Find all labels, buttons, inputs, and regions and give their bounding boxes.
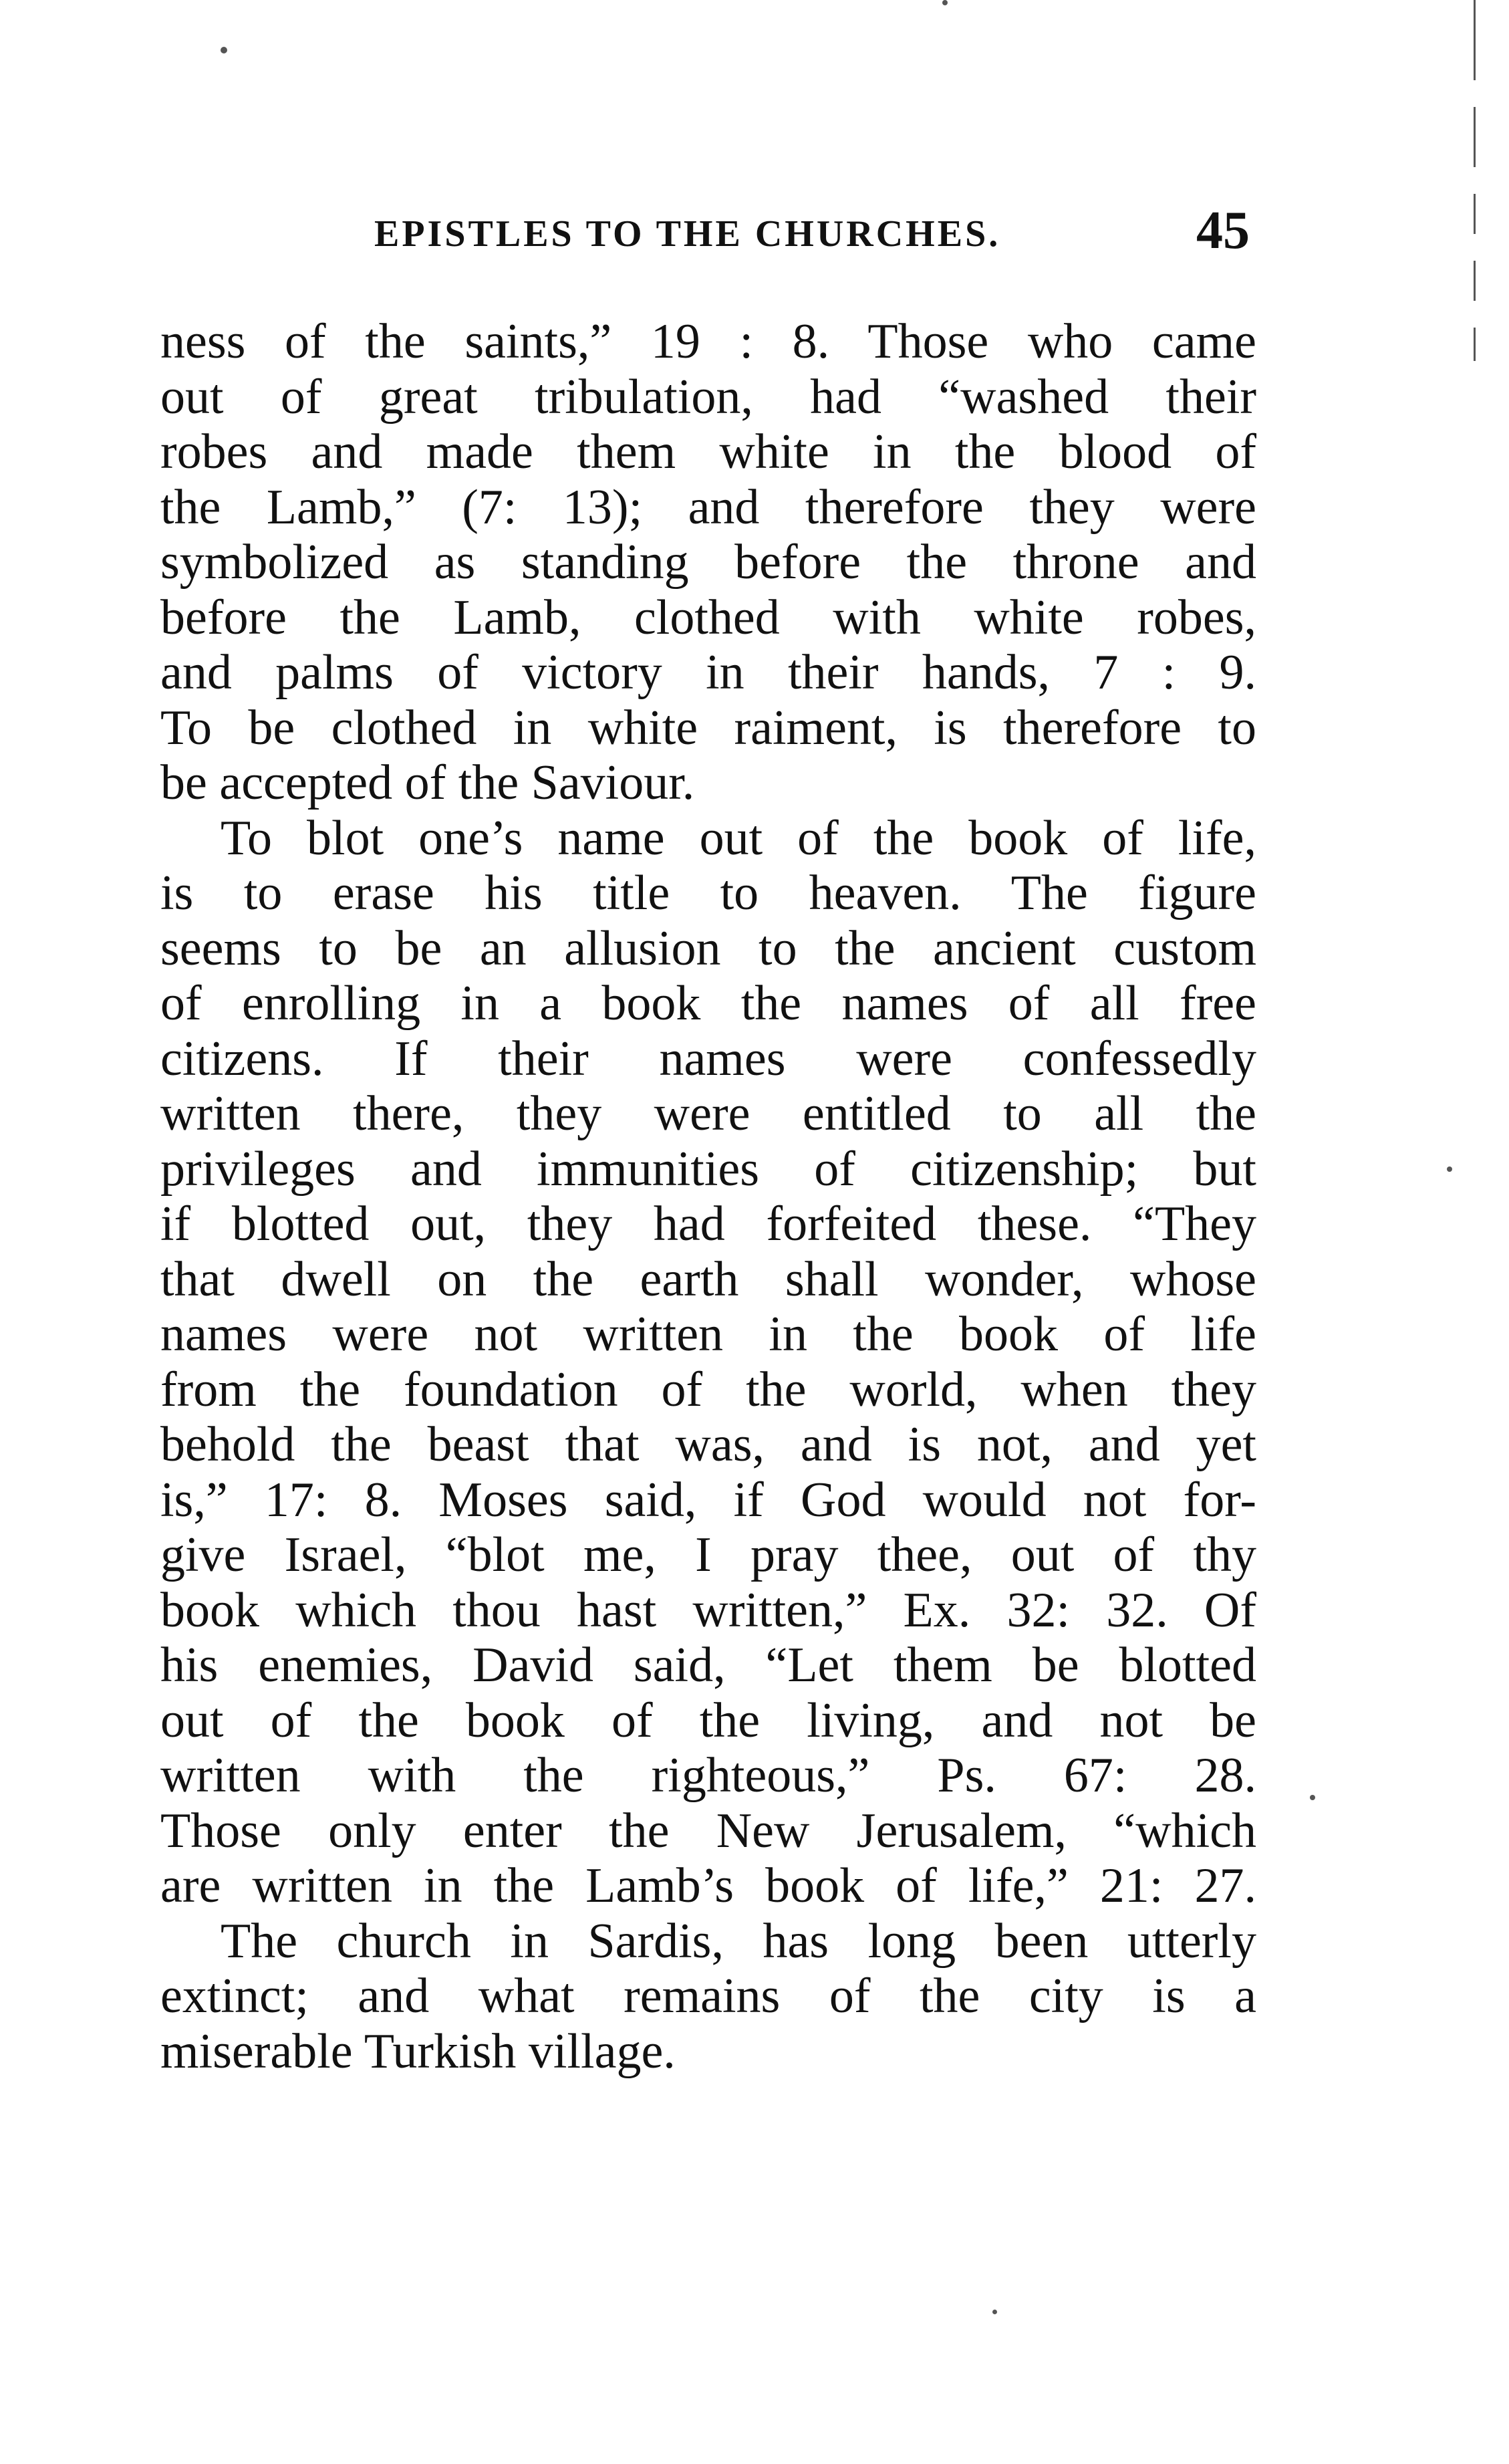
text-line: behold the beast that was, and is not, and yet — [160, 1417, 1256, 1472]
body-text — [160, 314, 1256, 2079]
text-line: To be clothed in white raiment, is therefore to — [160, 700, 1256, 755]
text-line: privileges and immunities of citizenship; but — [160, 1141, 1256, 1197]
scan-speck — [992, 2310, 997, 2314]
running-head: EPISTLES TO THE CHURCHES. — [374, 213, 1001, 255]
page-edge-line — [1474, 107, 1476, 167]
page-edge-line — [1474, 261, 1476, 301]
text-line: his enemies, David said, “Let them be blotted — [160, 1638, 1256, 1693]
text-line: give Israel, “blot me, I pray thee, out of thy — [160, 1527, 1256, 1582]
text-line: the Lamb,” (7: 13); and therefore they were — [160, 479, 1256, 535]
text-line: if blotted out, they had forfeited these. “They — [160, 1197, 1256, 1251]
text-line: out of great tribulation, had “washed their — [160, 369, 1256, 424]
text-line: The church in Sardis, has long been utterly — [221, 1913, 1256, 1969]
page-edge-line — [1474, 328, 1476, 361]
text-line: robes and made them white in the blood of — [160, 424, 1256, 479]
text-line: citizens. If their names were confessedly — [160, 1031, 1256, 1086]
text-line: that dwell on the earth shall wonder, whose — [160, 1251, 1256, 1307]
text-line: To blot one’s name out of the book of life, — [221, 810, 1256, 866]
text-line: ness of the saints,” 19 : 8. Those who came — [160, 314, 1256, 369]
text-line: is,” 17: 8. Moses said, if God would not for- — [160, 1472, 1256, 1527]
scan-speck — [1447, 1166, 1452, 1172]
paragraph-3 — [160, 1914, 1256, 2080]
paragraph-2 — [160, 811, 1256, 1914]
scan-speck — [1310, 1795, 1315, 1800]
text-line: symbolized as standing before the throne and — [160, 535, 1256, 590]
text-line: extinct; and what remains of the city is a — [160, 1969, 1256, 2023]
page-edge-line — [1474, 0, 1476, 80]
text-line: Those only enter the New Jerusalem, “which — [160, 1803, 1256, 1858]
text-line: out of the book of the living, and not be — [160, 1693, 1256, 1748]
text-line: is to erase his title to heaven. The figure — [160, 866, 1256, 920]
paragraph-1 — [160, 314, 1256, 811]
page-number: 45 — [1196, 201, 1250, 260]
text-line: before the Lamb, clothed with white robes, — [160, 590, 1256, 645]
text-line: from the foundation of the world, when they — [160, 1362, 1256, 1417]
text-line: miserable Turkish village. — [160, 2023, 676, 2079]
text-line: be accepted of the Saviour. — [160, 755, 695, 810]
text-line: seems to be an allusion to the ancient custom — [160, 920, 1256, 976]
text-line: and palms of victory in their hands, 7 : 9. — [160, 645, 1256, 700]
text-line: of enrolling in a book the names of all free — [160, 976, 1256, 1031]
scan-speck — [221, 47, 227, 53]
text-line: names were not written in the book of life — [160, 1307, 1256, 1362]
page-edge-line — [1474, 194, 1476, 234]
text-line: written with the righteous,” Ps. 67: 28. — [160, 1748, 1256, 1803]
text-line: written there, they were entitled to all the — [160, 1086, 1256, 1141]
text-line: book which thou hast written,” Ex. 32: 32. Of — [160, 1582, 1256, 1638]
text-line: are written in the Lamb’s book of life,” 21: 27. — [160, 1858, 1256, 1913]
scan-speck — [942, 0, 948, 5]
